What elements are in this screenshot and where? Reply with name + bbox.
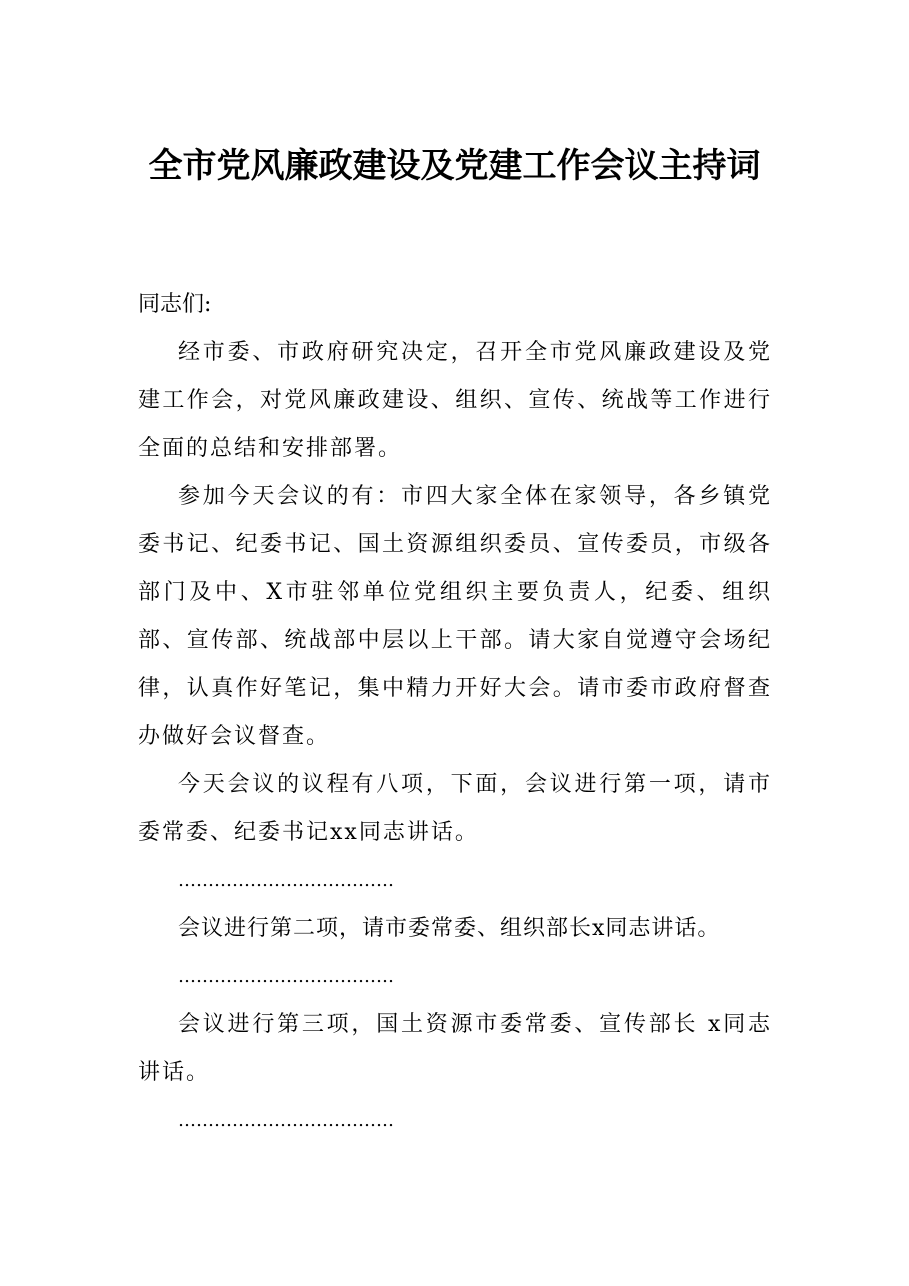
- ellipsis-separator: ………………………………: [178, 966, 394, 987]
- paragraph-agenda-item-2: 会议进行第二项，请市委常委、组织部长x同志讲话。: [178, 916, 721, 941]
- document-title: 全市党风廉政建设及党建工作会议主持词: [148, 146, 761, 186]
- ellipsis-separator: ………………………………: [178, 870, 394, 891]
- paragraph-meeting-purpose: 经市委、市政府研究决定，召开全市党风廉政建设及党建工作会，对党风廉政建设、组织、宣传、统战等工作进行全面的总结和安排部署。: [138, 340, 772, 461]
- ellipsis-separator: ………………………………: [178, 1110, 394, 1131]
- paragraph-attendees: 参加今天会议的有：市四大家全体在家领导，各乡镇党委书记、纪委书记、国土资源组织委员、宣传委员，市级各部门及中、X市驻邻单位党组织主要负责人，纪委、组织部、宣传部、统战部中层以上干部。请大家自觉遵守会场纪律，认真作好笔记，集中精力开好大会。请市委市政府督查办做好会议督查。: [138, 484, 772, 749]
- salutation: 同志们:: [138, 292, 212, 317]
- document-body: [138, 281, 772, 1145]
- paragraph-agenda-item-3: 会议进行第三项，国土资源市委常委、宣传部长 x同志讲话。: [138, 1012, 772, 1085]
- paragraph-agenda-item-1: 今天会议的议程有八项，下面，会议进行第一项，请市委常委、纪委书记xx同志讲话。: [138, 772, 772, 845]
